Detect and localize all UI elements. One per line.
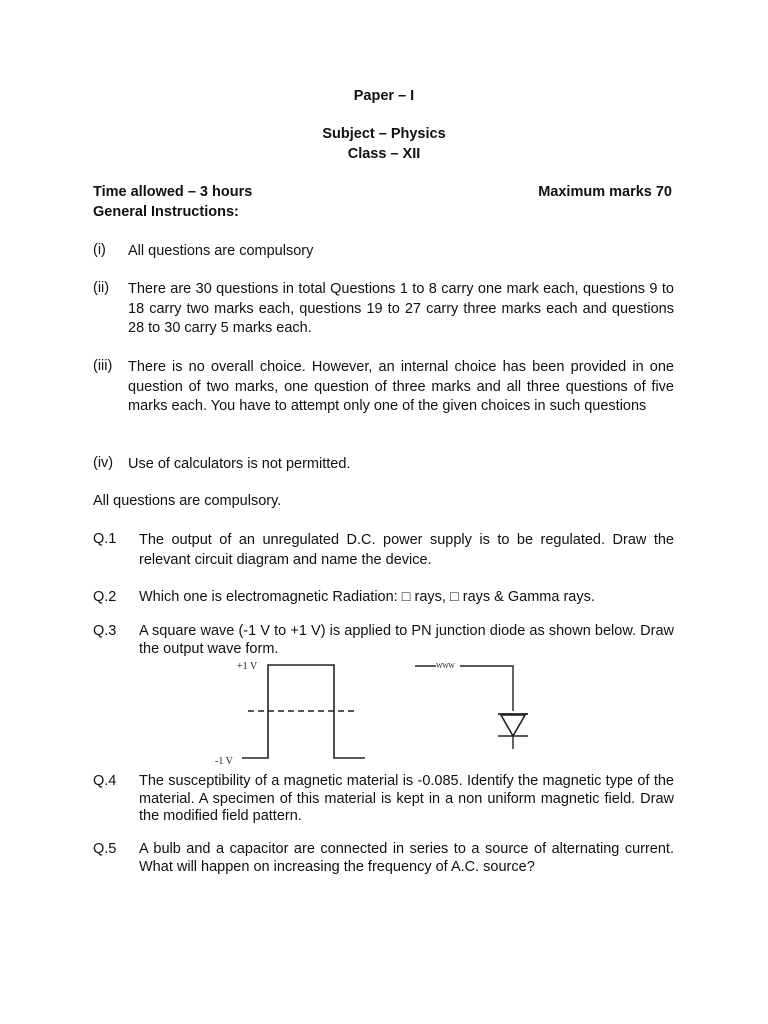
question-text: The susceptibility of a magnetic material is -0.085. Identify the magnetic type of the material. A specimen of this material is kept in a non uniform magnetic field. Draw the modified field pattern.: [139, 773, 674, 824]
all-questions-compulsory: All questions are compulsory.: [93, 493, 282, 509]
plus-one-volt-label: +1 V: [237, 661, 258, 672]
time-allowed: Time allowed – 3 hours: [93, 184, 253, 200]
square-wave-graph: [215, 661, 365, 767]
instruction-number: (ii): [93, 280, 110, 296]
general-instructions-heading: General Instructions:: [93, 204, 239, 220]
minus-one-volt-label: -1 V: [215, 756, 233, 767]
maximum-marks: Maximum marks 70: [538, 184, 672, 200]
question-text: A bulb and a capacitor are connected in series to a source of alternating current. What will happen on increasing the frequency of A.C. source?: [139, 841, 674, 875]
instruction-number: (iv): [93, 455, 114, 471]
instruction-text: There are 30 questions in total Questions 1 to 8 carry one mark each, questions 9 to 18 carry two marks each, questions 19 to 27 carry three marks each and questions 28 to 30 carry 5 marks each.: [128, 281, 674, 336]
question-number: Q.3: [93, 623, 117, 639]
question-number: Q.2: [93, 589, 117, 605]
instruction-number: (i): [93, 242, 106, 258]
question-text: The output of an unregulated D.C. power supply is to be regulated. Draw the relevant circuit diagram and name the device.: [139, 532, 674, 568]
instruction-number: (iii): [93, 358, 113, 374]
question-number: Q.4: [93, 773, 117, 789]
question-number: Q.1: [93, 531, 117, 547]
paper-title: Paper – I: [353, 88, 415, 104]
diode-icon: [501, 715, 525, 736]
instruction-text: There is no overall choice. However, an internal choice has been provided in one question of two marks, one question of three marks and all three questions of five marks each. You have to attempt only one of the given choices in such questions: [128, 359, 674, 414]
question-number: Q.5: [93, 841, 117, 857]
question-text: A square wave (-1 V to +1 V) is applied to PN junction diode as shown below. Draw the output wave form.: [139, 623, 674, 657]
square-wave-diode-figure: [200, 655, 540, 770]
subject-title: Subject – Physics: [322, 126, 446, 142]
resistor-icon: WWW: [436, 662, 455, 670]
question-text: Which one is electromagnetic Radiation: □ rays, □ rays & Gamma rays.: [139, 589, 595, 605]
instruction-text: Use of calculators is not permitted.: [128, 456, 351, 472]
diode-circuit: [415, 662, 528, 749]
class-title: Class – XII: [347, 146, 421, 162]
instruction-text: All questions are compulsory: [128, 243, 314, 259]
circuit-wire: [460, 666, 513, 711]
